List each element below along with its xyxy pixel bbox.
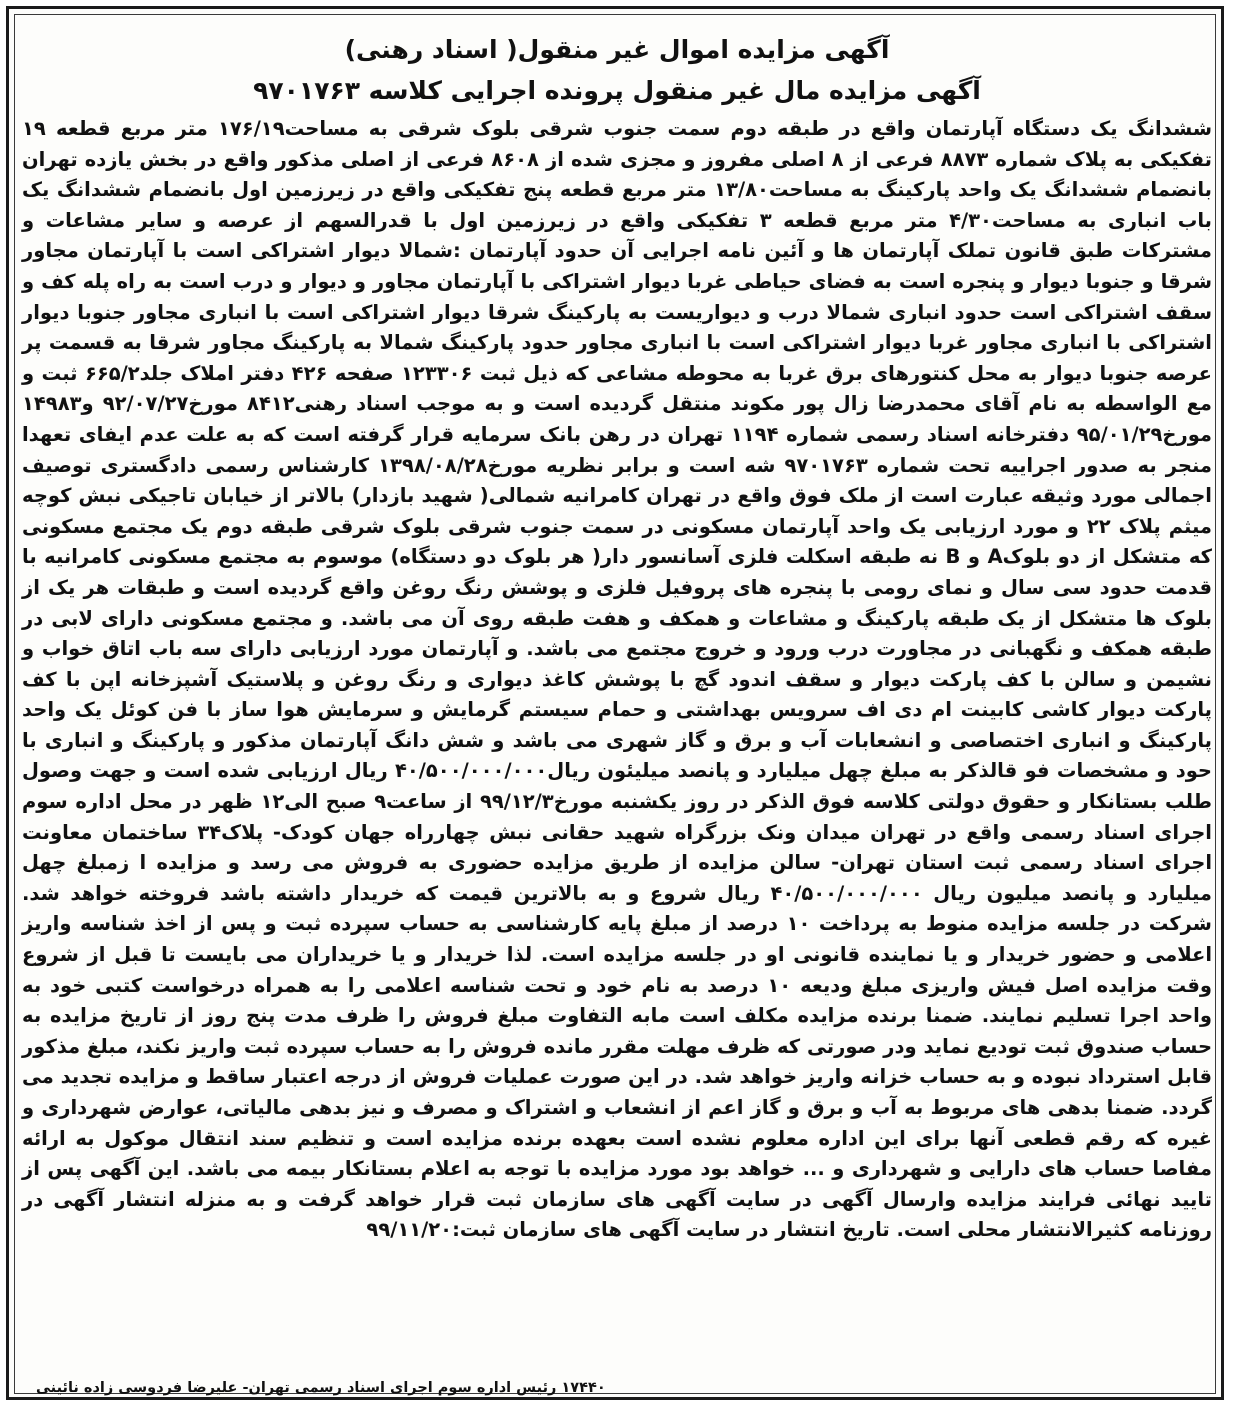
notice-body-text: ششدانگ یک دستگاه آپارتمان واقع در طبقه دوم سمت جنوب شرقی بلوک شرقی به مساحت۱۷۶/۱۹ متر مربع قطعه ۱۹ تفکیکی به پلاک شماره ۸۸۷۳ فرعی از ۸ اصلی مفروز و مجزی شده از ۸۶۰۸ فرعی از اصلی مذکور واقع در بخش یازده تهران بانضمام ششدانگ یک واحد پارکینگ به مساحت۱۳/۸۰ متر مربع قطعه پنج تفکیکی واقع در زیرزمین اول بانضمام ششدانگ یک باب انباری به مساحت۴/۳۰ متر مربع قطعه ۳ تفکیکی واقع در زیرزمین اول با قدرالسهم از عرصه و سایر مشاعات و مشترکات طبق قانون تملک آپارتمان ها و آئین نامه اجرایی آن حدود آپارتمان :شمالا دیوار اشتراکی است با آپارتمان مجاور شرقا و جنوبا دیوار و پنجره است به فضای حیاطی غربا دیوار اشتراکی با آپارتمان مجاور و دیوار و درب است به راه پله کف و سقف اشتراکی است حدود انباری شمالا درب و دیواریست به پارکینگ شرقا دیوار اشتراکی است با انباری مجاور جنوبا دیوار اشتراکی با انباری مجاور غربا دیوار اشتراکی است با انباری مجاور حدود پارکینگ شمالا به پارکینگ مجاور شرقا به قسمت پر عرصه جنوبا دیوار به محل کنتورهای برق غربا به محوطه مشاعی که ذیل ثبت ۱۲۳۳۰۶ صفحه ۴۲۶ دفتر املاک جلد۶۶۵/۲ ثبت و مع الواسطه به نام آقای محمدرضا زال پور مکوند منتقل گردیده است و به موجب اسناد رهنی۸۴۱۲ مورخ۹۲/۰۷/۲۷ و۱۴۹۸۳ مورخ۹۵/۰۱/۲۹ دفترخانه اسناد رسمی شماره ۱۱۹۴ تهران در رهن بانک سرمایه قرار گرفته است که به علت عدم ایفای تعهدا منجر به صدور اجراییه تحت شماره ۹۷۰۱۷۶۳ شه است و برابر نظریه مورخ۱۳۹۸/۰۸/۲۸ کارشناس رسمی دادگستری توصیف اجمالی مورد وثیقه عبارت است از ملک فوق واقع در تهران کامرانیه شمالی( شهید بازدار) بالاتر از خیابان تاجیکی نبش کوچه میثم پلاک ۲۲ و مورد ارزیابی یک واحد آپارتمان مسکونی در سمت جنوب شرقی بلوک شرقی طبقه دوم یک مجتمع مسکونی که متشکل از دو بلوکA و B نه طبقه اسکلت فلزی آسانسور دار( هر بلوک دو دستگاه) موسوم به مجتمع مسکونی کامرانیه با قدمت حدود سی سال و نمای رومی با پنجره های پروفیل فلزی و پوشش رنگ روغن واقع گردیده است و طبقات هر یک از بلوک ها متشکل از یک طبقه پارکینگ و مشاعات و همکف و هفت طبقه روی آن می باشد. و مجتمع مسکونی دارای لابی در طبقه همکف و نگهبانی در مجاورت درب ورود و خروج مجتمع می باشد. و آپارتمان مورد ارزیابی دارای سه باب اتاق خواب و نشیمن و سالن با کف پارکت دیوار و سقف اندود گچ با پوشش کاغذ دیواری و رنگ روغن و پلاستیک آشپزخانه اپن با کف پارکت دیوار کاشی کابینت ام دی اف سرویس بهداشتی و حمام سیستم گرمایش و سرمایش هوا ساز با فن کوئل یک واحد پارکینگ و انباری اختصاصی و انشعابات آب و برق و گاز شهری می باشد و شش دانگ آپارتمان مذکور و پارکینگ و انباری با حود و مشخصات فو قالذکر به مبلغ چهل میلیارد و پانصد میلیئون ریال۴۰/۵۰۰/۰۰۰/۰۰۰ ریال ارزیابی شده است و جهت وصول طلب بستانکار و حقوق دولتی کلاسه فوق الذکر در روز یکشنبه مورخ۹۹/۱۲/۳ از ساعت۹ صبح الی۱۲ ظهر در محل اداره سوم اجرای اسناد رسمی واقع در تهران میدان ونک بزرگراه شهید حقانی نبش چهارراه جهان کودک- پلاک۳۴ ساختمان معاونت اجرای اسناد رسمی ثبت استان تهران- سالن مزایده از طریق مزایده حضوری به فروش می رسد و مزایده ا زمبلغ چهل میلیارد و پانصد میلیون ریال ۴۰/۵۰۰/۰۰۰/۰۰۰ ریال شروع و به بالاترین قیمت که خریدار داشته باشد فروخته خواهد شد. شرکت در جلسه مزایده منوط به پرداخت ۱۰ درصد از مبلغ پایه کارشناسی به حساب سپرده ثبت و پس از اخذ شناسه واریز اعلامی و حضور خریدار و یا نماینده قانونی او در جلسه مزایده است. لذا خریدار و یا خریداران می بایست تا قبل از شروع وقت مزایده اصل فیش واریزی مبلغ ودیعه ۱۰ درصد به نام خود و تحت شناسه اعلامی را به همراه درخواست کتبی خود به واحد اجرا تسلیم نمایند. ضمنا برنده مزایده مکلف است مابه التفاوت مبلغ فروش را ظرف مدت پنج روز از تاریخ مزایده به حساب صندوق ثبت توديع نماید ودر صورتی که ظرف مهلت مقرر مانده فروش را به حساب سپرده ثبت واریز نکند، مبلغ مذکور قابل استرداد نبوده و به حساب خزانه واریز خواهد شد. در این صورت عملیات فروش از درجه اعتبار ساقط و مزایده تجدید می گردد. ضمنا بدهی های مربوط به آب و برق و گاز اعم از انشعاب و اشتراک و مصرف و نیز بدهی مالیاتی، عوارض شهرداری و غیره که رقم قطعی آنها برای این اداره معلوم نشده است بعهده برنده مزایده است و تنظیم سند انتقال موکول به ارائه مفاصا حساب های دارایی و شهرداری و ... خواهد بود مورد مزایده با توجه به اعلام بستانکار بیمه می باشد. این آگهی پس از تایید نهائی فرایند مزایده وارسال آگهی در سایت آگهی های سازمان ثبت قرار خواهد گرفت و به منزله انتشار آگهی در روزنامه کثیرالانتشار محلی است. تاریخ انتشار در سایت آگهی های سازمان ثبت:۹۹/۱۱/۲۰	[22, 117, 1213, 1242]
notice-sub-title: آگهی مزایده مال غیر منقول پرونده اجرایی کلاسه ۹۷۰۱۷۶۳	[253, 76, 981, 105]
notice-content	[22, 30, 1212, 1246]
notice-main-title: آگهی مزایده اموال غیر منقول( اسناد رهنی)	[344, 35, 890, 64]
notice-signature: ۱۷۴۴۰ رئیس اداره سوم اجرای اسناد رسمی تهران- علیرضا فردوسی زاده نائینی	[36, 1380, 606, 1396]
